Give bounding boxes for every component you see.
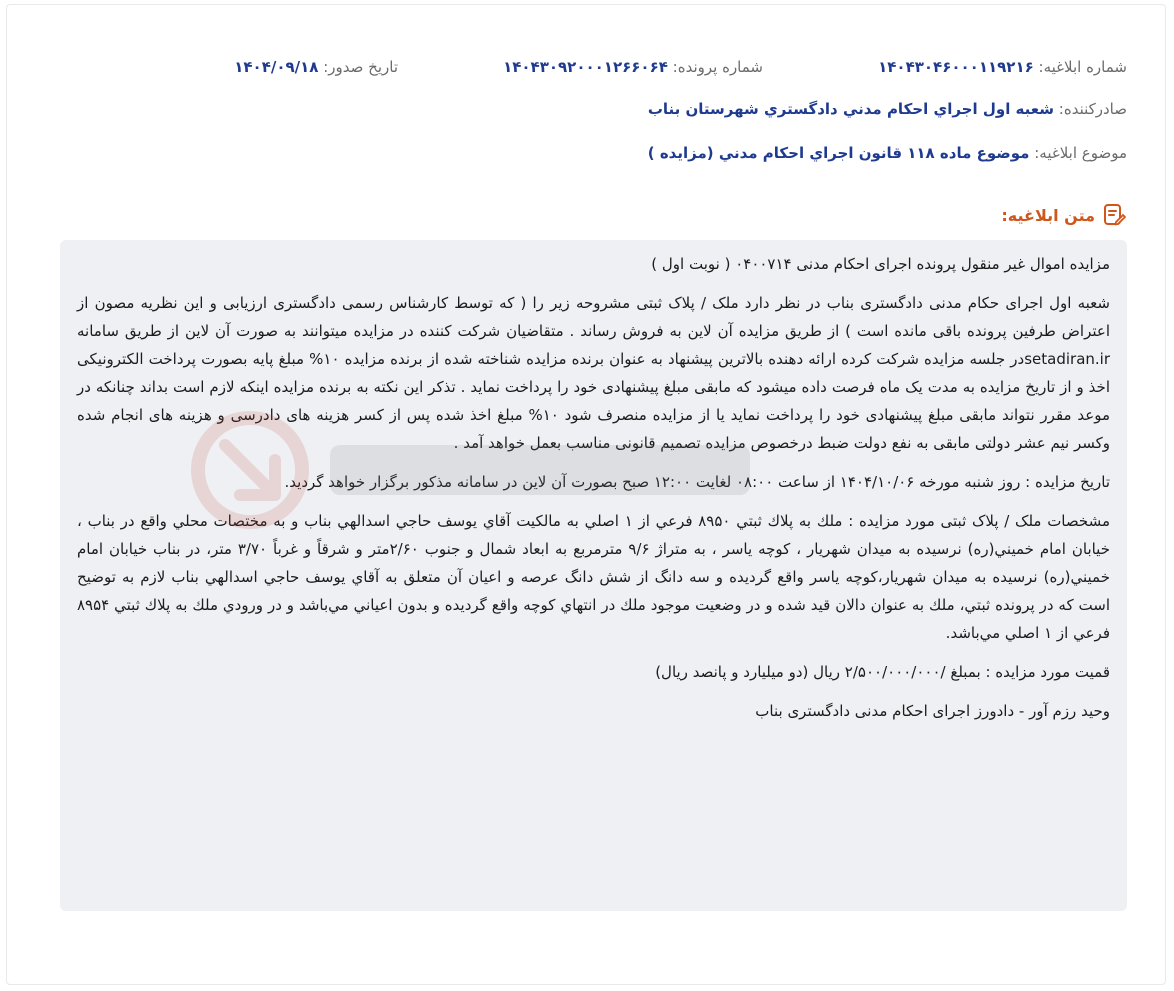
body-heading-paragraph: مزایده اموال غیر منقول پرونده اجرای احکام مدنی ۰۴۰۰۷۱۴ ( نوبت اول ) [651, 255, 1110, 273]
issue-date [234, 58, 398, 76]
notice-text-title: متن ابلاغیه: [1001, 205, 1095, 225]
notice-number-value: ۱۴۰۴۳۰۴۶۰۰۰۱۱۹۲۱۶ [878, 58, 1034, 76]
header-ids-row [60, 58, 1127, 82]
subject-label: موضوع ابلاغیه: [1034, 144, 1127, 162]
case-number-label: شماره پرونده: [672, 58, 763, 76]
body-signature-paragraph: وحید رزم آور - دادورز اجرای احکام مدنی دادگستری بناب [755, 702, 1110, 720]
body-auction-date-paragraph: تاریخ مزایده : روز شنبه مورخه ۱۴۰۴/۱۰/۰۶ از ساعت ۰۸:۰۰ لغایت ۱۲:۰۰ صبح بصورت آن لاین در سامانه مذکور برگزار خواهد گردید. [284, 473, 1110, 491]
subject-row [60, 144, 1127, 162]
issue-date-label: تاریخ صدور: [323, 58, 398, 76]
case-number-value: ۱۴۰۴۳۰۹۲۰۰۰۱۲۶۶۰۶۴ [503, 58, 668, 76]
notice-text-heading [1001, 201, 1127, 229]
issuer-value: شعبه اول اجراي احكام مدني دادگستري شهرستان بناب [647, 100, 1054, 118]
notice-body [60, 240, 1127, 911]
notice-number-label: شماره ابلاغیه: [1038, 58, 1127, 76]
issuer-row [60, 100, 1127, 118]
subject-value: موضوع ماده ۱۱۸ قانون اجراي احكام مدني (مزايده ) [647, 144, 1030, 162]
issue-date-value: ۱۴۰۴/۰۹/۱۸ [234, 58, 319, 76]
body-price-paragraph: قمیت مورد مزایده : بمبلغ /۲/۵۰۰/۰۰۰/۰۰۰ ریال (دو میلیارد و پانصد ریال) [655, 663, 1110, 681]
body-terms-paragraph: شعبه اول اجرای حکام مدنی دادگستری بناب در نظر دارد ملک / پلاک ثبتی مشروحه زیر را ( که توسط کارشناس رسمی دادگستری ارزیابی و این نظریه مصون از اعتراض طرفین پرونده باقی مانده است ) از طریق مزایده آن لاین به فروش رساند . متقاضیان شرکت کننده در مزایده میتوانند به صورت آن لاین از طریق سامانه setadiran.irدر جلسه مزایده شرکت کرده ارائه دهنده بالاترین پیشنهاد به عنوان برنده مزایده شناخته شده از برنده مزایده ۱۰% مبلغ پایه بصورت پرداخت الکترونیکی اخذ و از تاریخ مزایده به مدت یک ماه فرصت داده میشود که مابقی مبلغ پیشنهادی خود را پرداخت نماید . تذکر این نکته به برنده مزایده اینکه لازم است بداند چنانکه در موعد مقرر نتواند مابقی مبلغ پیشنهادی خود را پرداخت نماید یا از مزایده منصرف شود ۱۰% مبلغ اخذ شده پس از کسر هزینه های دادرسی و هزینه های انجام شده وکسر نیم عشر دولتی مابقی به نفع دولت ضبط درخصوص مزایده تصمیم قانونی مناسب بعمل خواهد آمد . [77, 294, 1111, 452]
issuer-label: صادرکننده: [1058, 100, 1127, 118]
case-number [503, 58, 763, 76]
body-property-paragraph: مشخصات ملک / پلاک ثبتی مورد مزایده : ملك به پلاك ثبتي ۸۹۵۰ فرعي از ۱ اصلي به مالكيت آقاي يوسف حاجي اسدالهي بناب و به مختصات محلي واقع در بناب ، خيابان امام خميني(ره) نرسيده به ميدان شهريار ، كوچه ياسر ، به متراژ ۹/۶ مترمربع به ابعاد شمال و جنوب ۲/۶۰متر و شرقاً و غرباً ۳/۷۰ متر، در بناب خيابان امام خميني(ره) نرسيده به ميدان شهريار،كوچه ياسر واقع گرديده و سه دانگ از شش دانگ عرصه و اعيان آن متعلق به آقاي يوسف حاجي اسدالهي بناب لازم به توضيح است كه در پرونده ثبتي، ملك به عنوان دالان قيد شده و در وضعيت موجود ملك در انتهاي كوچه واقع گرديده و بدون اعياني مي‌باشد و در ورودي ملك به پلاك ثبتي ۸۹۵۴ فرعي از ۱ اصلي مي‌باشد. [77, 512, 1110, 642]
notice-number [878, 58, 1127, 76]
document-edit-icon [1101, 202, 1127, 228]
